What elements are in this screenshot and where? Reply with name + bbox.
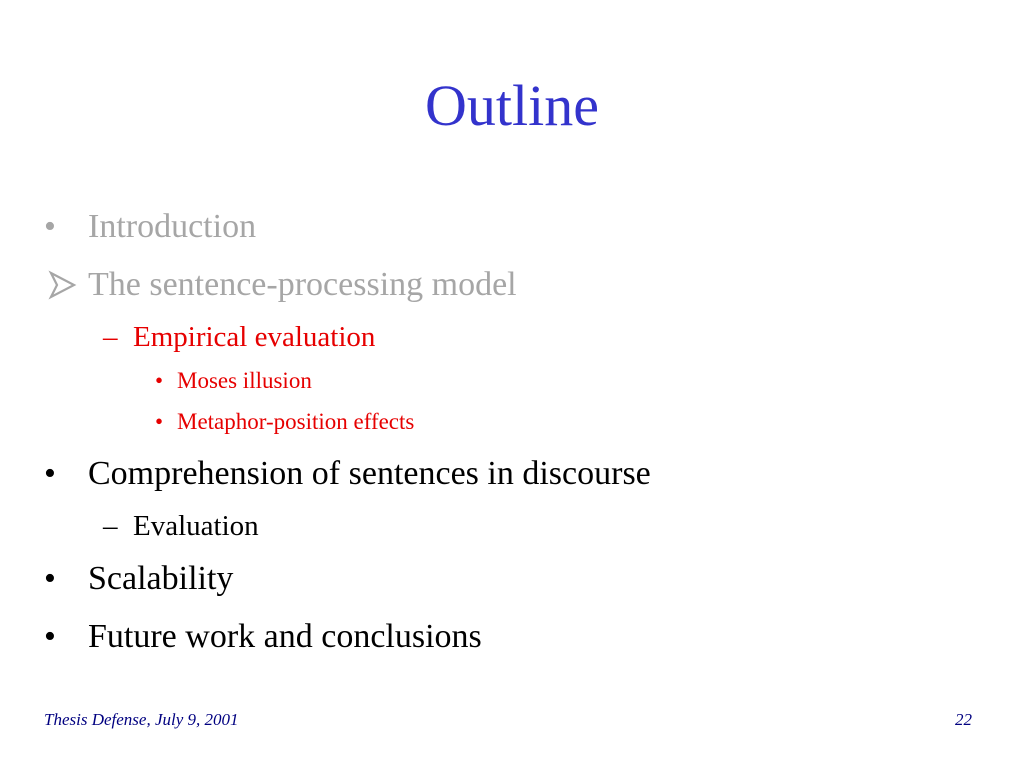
dash-marker: – bbox=[103, 510, 118, 542]
bullet-text: The sentence-processing model bbox=[88, 266, 517, 303]
dash-marker: – bbox=[103, 321, 118, 353]
bullet-text: Scalability bbox=[88, 560, 234, 597]
bullet-text: Metaphor-position effects bbox=[177, 409, 415, 434]
page-number: 22 bbox=[955, 710, 972, 729]
bullet-marker: • bbox=[44, 618, 56, 655]
bullet-marker: • bbox=[44, 560, 56, 597]
bullet-marker: • bbox=[155, 409, 164, 434]
footer-caption: Thesis Defense, July 9, 2001 bbox=[44, 710, 239, 729]
slide-title: Outline bbox=[425, 73, 599, 138]
bullet-text: Future work and conclusions bbox=[88, 618, 482, 655]
bullet-marker: • bbox=[44, 208, 56, 245]
bullet-text: Evaluation bbox=[133, 510, 259, 542]
bullet-text: Comprehension of sentences in discourse bbox=[88, 455, 651, 492]
bullet-text: Introduction bbox=[88, 208, 257, 245]
bullet-marker: • bbox=[155, 368, 164, 393]
bullet-text: Moses illusion bbox=[177, 368, 312, 393]
bullet-marker: • bbox=[44, 455, 56, 492]
bullet-text: Empirical evaluation bbox=[133, 321, 376, 353]
arrowhead-bullet-icon bbox=[48, 270, 78, 300]
